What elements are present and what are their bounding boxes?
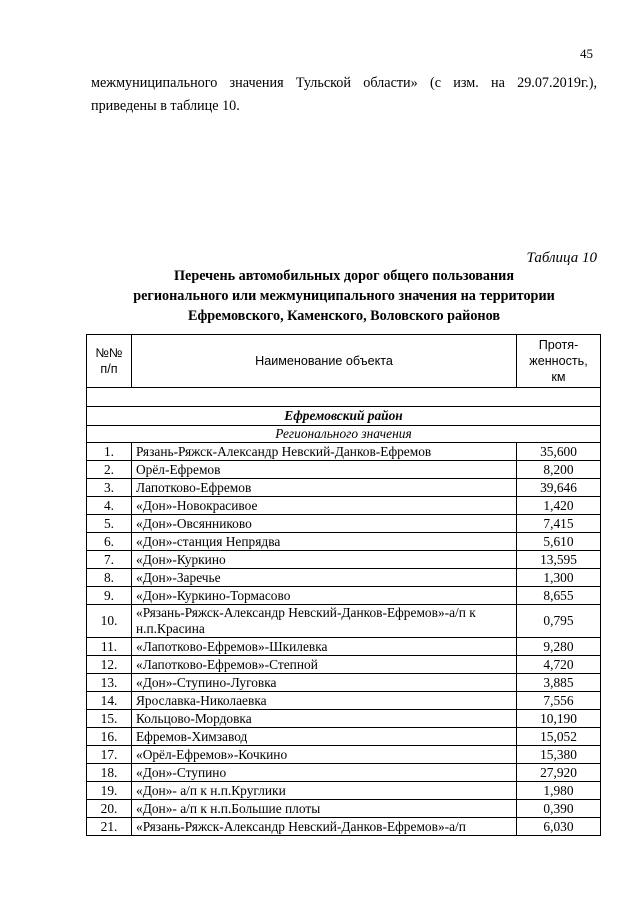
road-name: «Дон»-станция Непрядва: [132, 533, 517, 551]
road-length: 7,415: [517, 515, 601, 533]
row-number: 14.: [87, 692, 132, 710]
row-number: 13.: [87, 674, 132, 692]
table-row: [87, 818, 601, 836]
table-title-line-1: Перечень автомобильных дорог общего пользования: [173, 268, 514, 284]
road-length: 27,920: [517, 764, 601, 782]
district-row: [87, 407, 601, 426]
road-name: «Дон»- а/п к н.п.Большие плоты: [132, 800, 517, 818]
row-number: 21.: [87, 818, 132, 836]
road-length: 0,390: [517, 800, 601, 818]
road-length: 15,380: [517, 746, 601, 764]
row-number: 5.: [87, 515, 132, 533]
row-number: 19.: [87, 782, 132, 800]
road-name: Ефремов-Химзавод: [132, 728, 517, 746]
row-number: 10.: [87, 605, 132, 638]
table-row: [87, 692, 601, 710]
road-name: «Дон»-Куркино: [132, 551, 517, 569]
table-row: [87, 638, 601, 656]
table-row: [87, 710, 601, 728]
table-row: [87, 443, 601, 461]
road-length: 0,795: [517, 605, 601, 638]
road-length: 13,595: [517, 551, 601, 569]
road-name: «Дон»-Ступино-Луговка: [132, 674, 517, 692]
table-row: [87, 764, 601, 782]
district-name: Ефремовский район: [87, 407, 601, 426]
table-row: [87, 533, 601, 551]
row-number: 12.: [87, 656, 132, 674]
header-number-line-1: №№: [95, 346, 123, 360]
spacer-cell: [87, 388, 601, 407]
roads-table: [86, 334, 601, 836]
road-length: 1,300: [517, 569, 601, 587]
table-row: [87, 497, 601, 515]
road-length: 1,980: [517, 782, 601, 800]
table-row: [87, 605, 601, 638]
row-number: 3.: [87, 479, 132, 497]
road-length: 15,052: [517, 728, 601, 746]
road-length: 3,885: [517, 674, 601, 692]
spacer-row: [87, 388, 601, 407]
row-number: 4.: [87, 497, 132, 515]
road-name: «Дон»-Ступино: [132, 764, 517, 782]
road-length: 35,600: [517, 443, 601, 461]
table-row: [87, 569, 601, 587]
header-length-line-1: Протя-: [538, 338, 579, 352]
road-length: 9,280: [517, 638, 601, 656]
road-name: «Лапотково-Ефремов»-Степной: [132, 656, 517, 674]
header-number: [87, 335, 132, 388]
row-number: 8.: [87, 569, 132, 587]
road-name: «Дон»-Новокрасивое: [132, 497, 517, 515]
table-title: [91, 266, 597, 326]
table-row: [87, 551, 601, 569]
intro-line-1: межмуниципального значения Тульской области» (с изм. на 29.07.2019г.),: [91, 75, 597, 91]
table-header-row: [87, 335, 601, 388]
road-name: Орёл-Ефремов: [132, 461, 517, 479]
header-number-line-2: п/п: [100, 362, 118, 376]
road-length: 8,200: [517, 461, 601, 479]
table-row: [87, 479, 601, 497]
road-length: 7,556: [517, 692, 601, 710]
header-length-line-3: км: [551, 370, 566, 384]
table-row: [87, 728, 601, 746]
row-number: 20.: [87, 800, 132, 818]
row-number: 9.: [87, 587, 132, 605]
road-name: «Рязань-Ряжск-Александр Невский-Данков-Ефремов»-а/п к н.п.Красина: [132, 605, 517, 638]
road-name: «Дон»-Куркино-Тормасово: [132, 587, 517, 605]
road-length: 5,610: [517, 533, 601, 551]
road-name: Лапотково-Ефремов: [132, 479, 517, 497]
road-name: «Орёл-Ефремов»-Кочкино: [132, 746, 517, 764]
road-name: «Рязань-Ряжск-Александр Невский-Данков-Ефремов»-а/п: [132, 818, 517, 836]
table-row: [87, 746, 601, 764]
category-row: [87, 426, 601, 443]
road-length: 1,420: [517, 497, 601, 515]
table-row: [87, 782, 601, 800]
row-number: 17.: [87, 746, 132, 764]
table-row: [87, 587, 601, 605]
table-caption: Таблица 10: [526, 250, 597, 266]
road-name: «Дон»- а/п к н.п.Круглики: [132, 782, 517, 800]
table-row: [87, 461, 601, 479]
road-name: «Лапотково-Ефремов»-Шкилевка: [132, 638, 517, 656]
row-number: 7.: [87, 551, 132, 569]
header-length: [517, 335, 601, 388]
row-number: 18.: [87, 764, 132, 782]
header-name: Наименование объекта: [132, 335, 517, 388]
header-length-line-2: женность,: [529, 354, 588, 368]
row-number: 15.: [87, 710, 132, 728]
road-name: «Дон»-Заречье: [132, 569, 517, 587]
road-name: Рязань-Ряжск-Александр Невский-Данков-Ефремов: [132, 443, 517, 461]
road-length: 4,720: [517, 656, 601, 674]
road-length: 10,190: [517, 710, 601, 728]
row-number: 1.: [87, 443, 132, 461]
category-name: Регионального значения: [87, 426, 601, 443]
table-row: [87, 515, 601, 533]
table-row: [87, 800, 601, 818]
road-name: Ярославка-Николаевка: [132, 692, 517, 710]
road-length: 8,655: [517, 587, 601, 605]
page-number: 45: [580, 46, 593, 61]
road-length: 6,030: [517, 818, 601, 836]
row-number: 2.: [87, 461, 132, 479]
row-number: 11.: [87, 638, 132, 656]
table-row: [87, 656, 601, 674]
road-length: 39,646: [517, 479, 601, 497]
road-name: Кольцово-Мордовка: [132, 710, 517, 728]
row-number: 6.: [87, 533, 132, 551]
row-number: 16.: [87, 728, 132, 746]
table-title-line-3: Ефремовского, Каменского, Воловского районов: [188, 308, 500, 324]
intro-paragraph: [91, 72, 597, 118]
road-name: «Дон»-Овсянниково: [132, 515, 517, 533]
table-title-line-2: регионального или межмуниципального значения на территории: [133, 288, 555, 304]
table-row: [87, 674, 601, 692]
intro-line-2: приведены в таблице 10.: [91, 98, 240, 114]
